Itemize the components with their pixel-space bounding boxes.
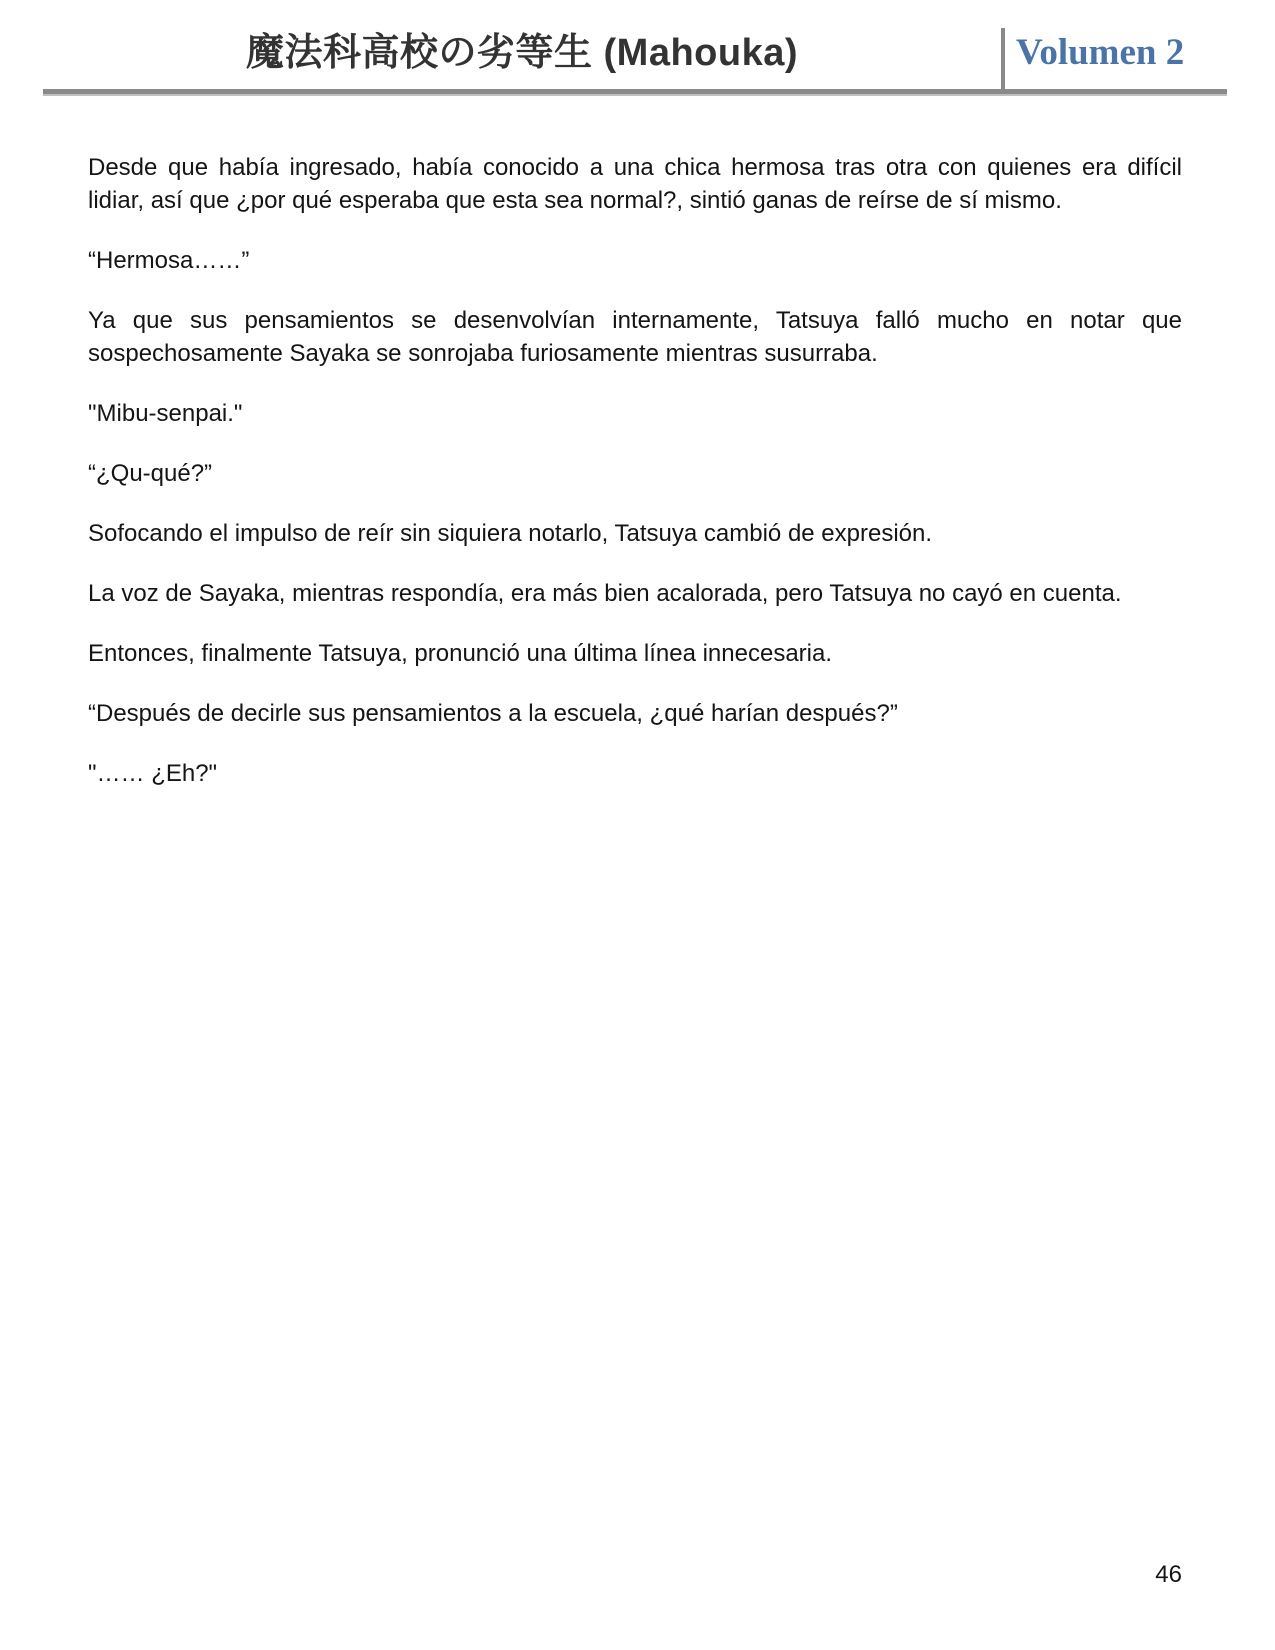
- paragraph: "Mibu-senpai.": [88, 400, 243, 427]
- document-title: 魔法科高校の劣等生 (Mahouka): [245, 32, 799, 74]
- header-vertical-divider: [1001, 28, 1005, 89]
- paragraph: Entonces, finalmente Tatsuya, pronunció una última línea innecesaria.: [88, 640, 833, 667]
- paragraph: “¿Qu-qué?”: [88, 460, 213, 487]
- paragraph: Desde que había ingresado, había conocido a una chica hermosa tras otra con quienes era difícil lidiar, así que ¿por qué esperaba que esta sea normal?, sintió ganas de reírse de sí mismo.: [88, 154, 1182, 214]
- volume-label: Volumen 2: [1016, 32, 1185, 73]
- paragraph: "…… ¿Eh?": [88, 760, 218, 787]
- page-body: [88, 151, 1182, 817]
- header-rule: [43, 89, 1227, 96]
- paragraph: Sofocando el impulso de reír sin siquiera notarlo, Tatsuya cambió de expresión.: [88, 520, 933, 547]
- page-number: 46: [1155, 1561, 1182, 1588]
- paragraph: “Después de decirle sus pensamientos a la escuela, ¿qué harían después?”: [88, 700, 898, 727]
- paragraph: La voz de Sayaka, mientras respondía, era más bien acalorada, pero Tatsuya no cayó en cuenta.: [88, 580, 1122, 607]
- paragraph: Ya que sus pensamientos se desenvolvían internamente, Tatsuya falló mucho en notar que sospechosamente Sayaka se sonrojaba furiosamente mientras susurraba.: [88, 307, 1182, 367]
- paragraph: “Hermosa……”: [88, 247, 250, 274]
